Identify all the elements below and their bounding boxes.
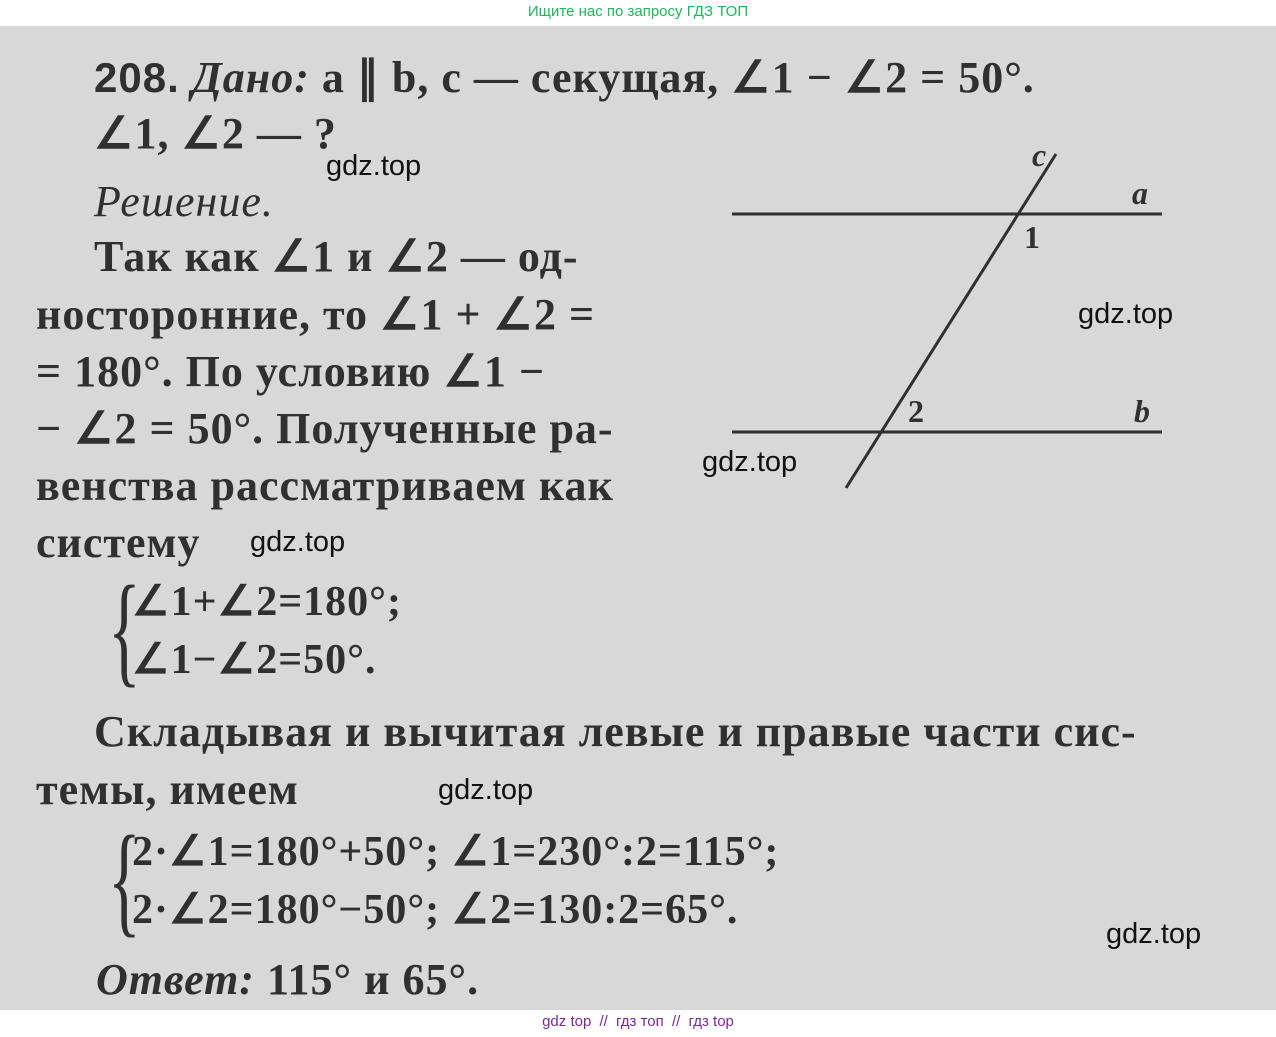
bottom-link[interactable]: gdz top	[542, 1013, 592, 1030]
system1-eq1: ∠1+∠2=180°;	[132, 579, 402, 625]
watermark: gdz.top	[702, 446, 798, 478]
answer-line	[96, 954, 479, 1005]
solution-line: − ∠2 = 50°. Полученные ра-	[36, 404, 614, 453]
question-line: ∠1, ∠2 — ?	[94, 109, 337, 158]
separator: //	[671, 1013, 681, 1030]
solution-line: систему	[36, 518, 201, 567]
given-label: Дано:	[191, 53, 310, 102]
solution-line: = 180°. По условию ∠1 −	[36, 347, 545, 396]
separator: //	[599, 1013, 608, 1030]
watermark: gdz.top	[250, 526, 346, 558]
solution-line: носторонние, то ∠1 + ∠2 =	[36, 290, 596, 339]
label-b: b	[1134, 393, 1150, 429]
system-brace: {	[108, 561, 141, 698]
bottom-link[interactable]: гдз top	[688, 1013, 734, 1030]
label-c: c	[1032, 146, 1047, 173]
label-angle-2: 2	[908, 393, 924, 429]
watermark: gdz.top	[438, 774, 534, 806]
watermark: gdz.top	[1078, 298, 1174, 330]
watermark: gdz.top	[1106, 918, 1202, 950]
secant-c	[846, 154, 1056, 488]
problem-header	[94, 52, 1035, 103]
top-banner[interactable]: Ищите нас по запросу ГДЗ ТОП	[527, 3, 749, 20]
bottom-link[interactable]: гдз топ	[616, 1013, 664, 1030]
system1-eq2: ∠1−∠2=50°.	[132, 637, 377, 683]
bottom-banner	[0, 1010, 1276, 1037]
answer-label: Ответ:	[96, 955, 255, 1004]
solution-line: Так как ∠1 и ∠2 — од-	[94, 232, 579, 281]
after-line: Складывая и вычитая левые и правые части сис-	[94, 707, 1137, 756]
after-line: темы, имеем	[36, 765, 299, 814]
solution-line: венства рассматриваем как	[36, 461, 614, 510]
system-brace: {	[108, 811, 141, 948]
answer-text: 115° и 65°.	[266, 955, 480, 1004]
solution-heading: Решение.	[94, 177, 274, 226]
textbook-scan	[0, 26, 1276, 1010]
problem-number: 208.	[94, 54, 180, 101]
system2-eq2: 2·∠2=180°−50°; ∠2=130:2=65°.	[132, 887, 739, 933]
system2-eq1: 2·∠1=180°+50°; ∠1=230°:2=115°;	[132, 829, 780, 875]
label-a: a	[1132, 175, 1148, 211]
label-angle-1: 1	[1024, 219, 1040, 255]
watermark: gdz.top	[326, 150, 422, 182]
given-text: a ∥ b, c — секущая, ∠1 − ∠2 = 50°.	[321, 53, 1035, 102]
